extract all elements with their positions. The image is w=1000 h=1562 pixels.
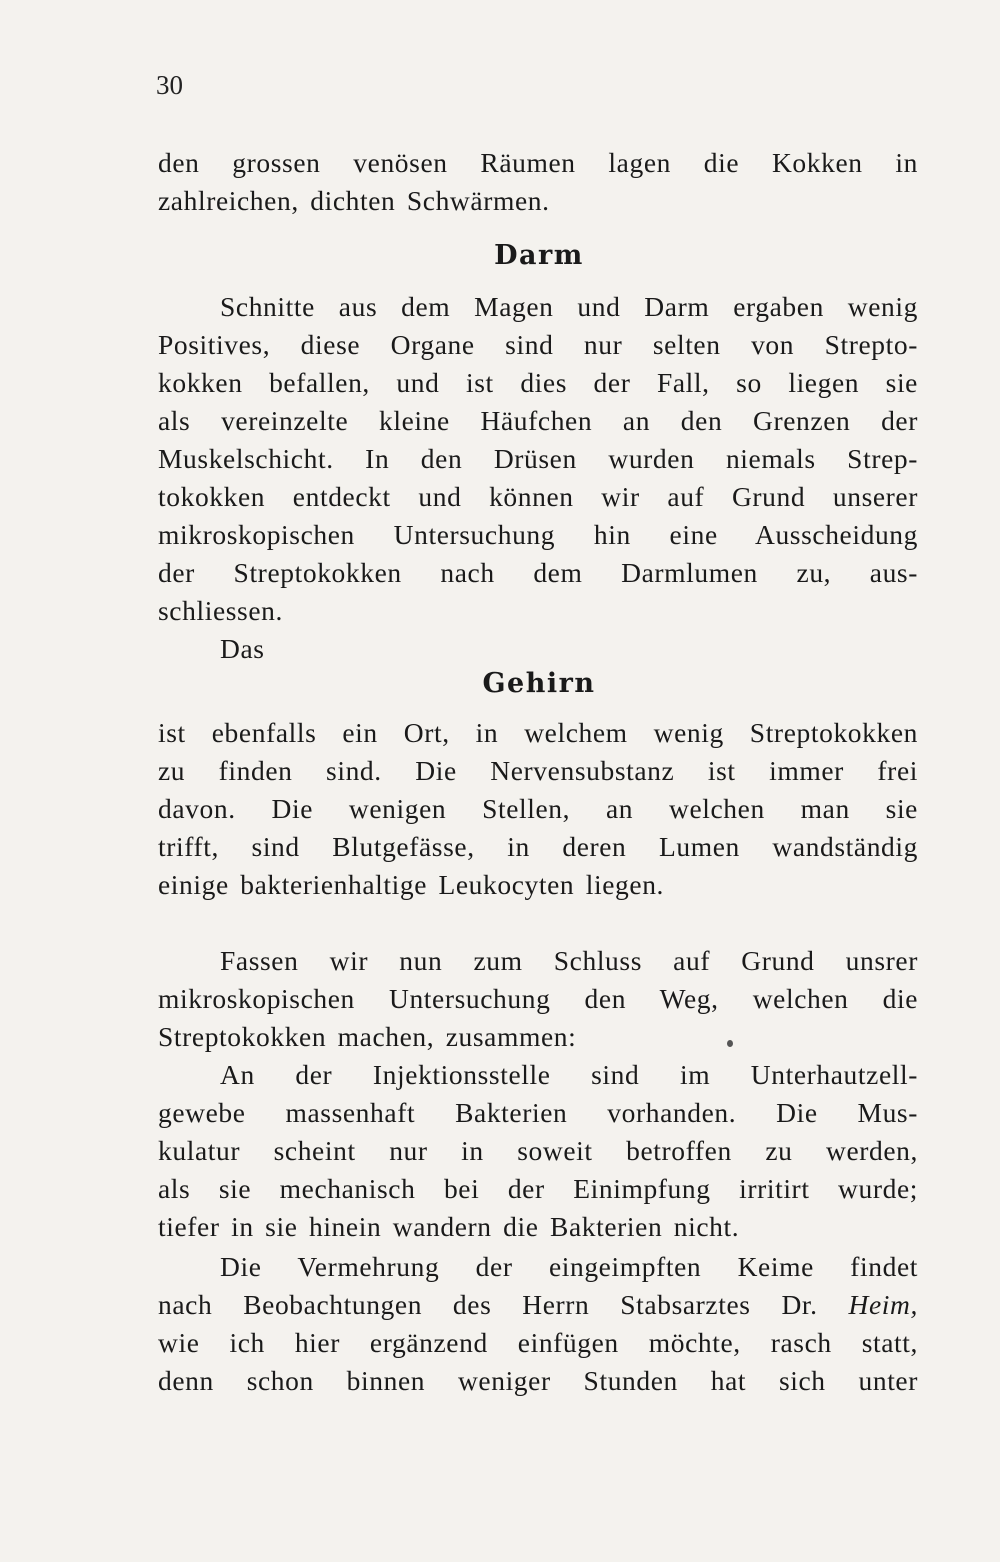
text-line: Das	[220, 633, 265, 664]
text-line: wie ich hier ergänzend einfügen möchte, rasch statt,	[158, 1327, 918, 1358]
text-line: Schnitte aus dem Magen und Darm ergaben wenig	[220, 291, 918, 322]
text-line: kokken befallen, und ist dies der Fall, so liegen sie	[158, 367, 918, 398]
text-line: als sie mechanisch bei der Einimpfung irritirt wurde;	[158, 1173, 918, 1204]
text-line	[158, 1286, 918, 1324]
injection-paragraph	[158, 1056, 918, 1246]
text-line: An der Injektionsstelle sind im Unterhautzell-	[220, 1059, 918, 1090]
text-line: mikroskopischen Untersuchung den Weg, welchen die	[158, 983, 918, 1014]
text-line: trifft, sind Blutgefässe, in deren Lumen wandständig	[158, 831, 918, 862]
text-line: gewebe massenhaft Bakterien vorhanden. Die Mus-	[158, 1097, 918, 1128]
text-line: der Streptokokken nach dem Darmlumen zu, aus-	[158, 557, 918, 588]
vermehrung-paragraph	[158, 1248, 918, 1400]
author-name: Heim,	[848, 1289, 918, 1320]
gehirn-lead	[158, 630, 918, 668]
text-line: Die Vermehrung der eingeimpften Keime findet	[220, 1251, 918, 1282]
summary-paragraph	[158, 942, 918, 1056]
text-line: einige bakterienhaltige Leukocyten liegen.	[158, 869, 665, 900]
text-segment: nach Beobachtungen des Herrn Stabsarztes Dr.	[158, 1289, 818, 1320]
page-number: 30	[156, 70, 183, 100]
section-heading-gehirn: Gehirn	[482, 668, 596, 699]
text-line: denn schon binnen weniger Stunden hat sich unter	[158, 1365, 918, 1396]
darm-paragraph	[158, 288, 918, 630]
text-line: Positives, diese Organe sind nur selten von Strepto-	[158, 329, 918, 360]
gehirn-paragraph	[158, 714, 918, 904]
text-line: Streptokokken machen, zusammen:	[158, 1021, 577, 1052]
text-line: schliessen.	[158, 595, 283, 626]
section-heading-darm: Darm	[494, 240, 584, 271]
intro-paragraph	[158, 144, 918, 220]
text-line: ist ebenfalls ein Ort, in welchem wenig Streptokokken	[158, 717, 918, 748]
text-line: davon. Die wenigen Stellen, an welchen man sie	[158, 793, 918, 824]
text-line: zu finden sind. Die Nervensubstanz ist immer frei	[158, 755, 918, 786]
text-line: tiefer in sie hinein wandern die Bakterien nicht.	[158, 1211, 740, 1242]
text-line: mikroskopischen Untersuchung hin eine Ausscheidung	[158, 519, 918, 550]
text-line: tokokken entdeckt und können wir auf Grund unserer	[158, 481, 918, 512]
text-line: Fassen wir nun zum Schluss auf Grund unsrer	[220, 945, 918, 976]
text-line: den grossen venösen Räumen lagen die Kokken in	[158, 147, 918, 178]
text-line: als vereinzelte kleine Häufchen an den Grenzen der	[158, 405, 918, 436]
text-line: Muskelschicht. In den Drüsen wurden niemals Strep-	[158, 443, 918, 474]
ink-speck	[727, 1040, 733, 1047]
text-line: zahlreichen, dichten Schwärmen.	[158, 185, 550, 216]
text-line: kulatur scheint nur in soweit betroffen zu werden,	[158, 1135, 918, 1166]
